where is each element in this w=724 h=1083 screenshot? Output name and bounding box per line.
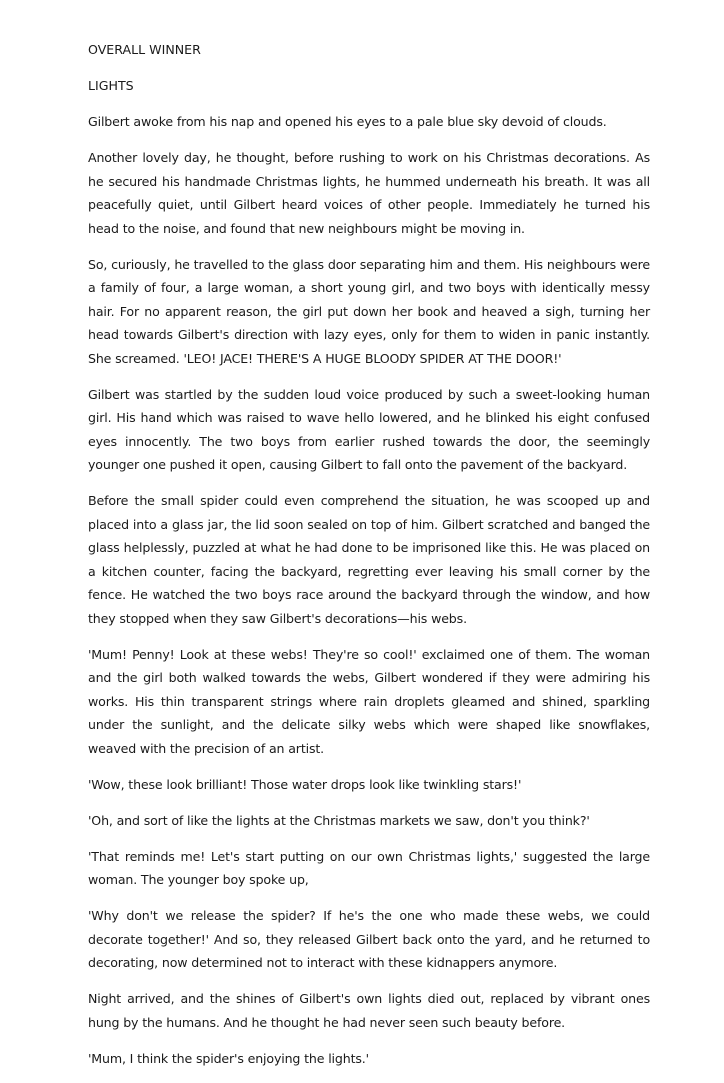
paragraph: Gilbert awoke from his nap and opened his eyes to a pale blue sky devoid of clouds. bbox=[88, 114, 607, 129]
paragraph: 'Wow, these look brilliant! Those water drops look like twinkling stars!' bbox=[88, 776, 522, 792]
paragraph: Night arrived, and the shines of Gilbert's own lights died out, replaced by vibrant ones hung by the humans. And he thought he had never seen such beauty before. bbox=[88, 991, 650, 1030]
paragraph: Another lovely day, he thought, before rushing to work on his Christmas decorations. As he secured his handmade Christmas lights, he hummed underneath his breath. It was all peacefully quiet, until Gilbert heard voices of other people. Immediately he turned his head to the noise, and found that new neighbours might be moving in. bbox=[88, 150, 650, 236]
paragraph: 'Why don't we release the spider? If he's the one who made these webs, we could decorate together!' And so, they released Gilbert back onto the yard, and he returned to decorating, now determined not to interact with these kidnappers anymore. bbox=[88, 908, 650, 970]
document-page bbox=[88, 38, 650, 1083]
paragraph: 'Mum, I think the spider's enjoying the lights.' bbox=[88, 1050, 369, 1066]
paragraph: Before the small spider could even comprehend the situation, he was scooped up and placed into a glass jar, the lid soon sealed on top of him. Gilbert scratched and banged the glass helplessly, puzzled at what he had done to be imprisoned like this. He was placed on a kitchen counter, facing the backyard, regretting ever leaving his small corner by the fence. He watched the two boys race around the backyard through the window, and how they stopped when they saw Gilbert's decorations—his webs. bbox=[88, 493, 650, 626]
paragraph: 'That reminds me! Let's start putting on our own Christmas lights,' suggested the large woman. The younger boy spoke up, bbox=[88, 848, 650, 887]
award-label: OVERALL WINNER bbox=[88, 42, 201, 57]
paragraph: 'Oh, and sort of like the lights at the Christmas markets we saw, don't you think?' bbox=[88, 812, 590, 828]
paragraph: So, curiously, he travelled to the glass door separating him and them. His neighbours were a family of four, a large woman, a short young girl, and two boys with identically messy hair. For no apparent reason, the girl put down her book and heaved a sigh, turning her head towards Gilbert's direction with lazy eyes, only for them to widen in panic instantly. She screamed. 'LEO! JACE! THERE'S A HUGE BLOODY SPIDER AT THE DOOR!' bbox=[88, 256, 650, 366]
story-title: LIGHTS bbox=[88, 78, 134, 93]
paragraph: Gilbert was startled by the sudden loud voice produced by such a sweet-looking human girl. His hand which was raised to wave hello lowered, and he blinked his eight confused eyes innocently. The two boys from earlier rushed towards the door, the seemingly younger one pushed it open, causing Gilbert to fall onto the pavement of the backyard. bbox=[88, 386, 650, 472]
paragraph: 'Mum! Penny! Look at these webs! They're so cool!' exclaimed one of them. The woman and the girl both walked towards the webs, Gilbert wondered if they were admiring his works. His thin transparent strings where rain droplets gleamed and shined, sparkling under the sunlight, and the delicate silky webs which were shaped like snowflakes, weaved with the precision of an artist. bbox=[88, 646, 650, 756]
